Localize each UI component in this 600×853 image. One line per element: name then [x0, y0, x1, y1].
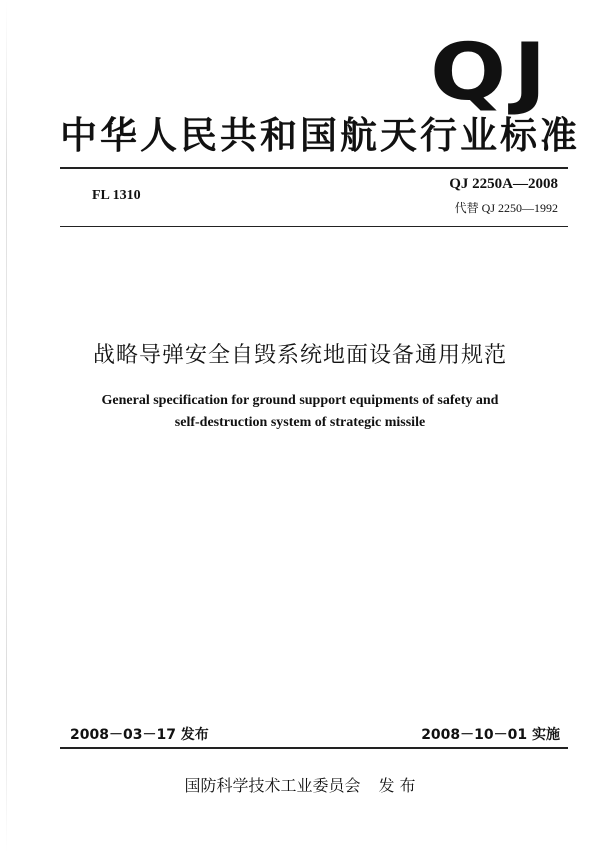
issue-date: 2008－03－17 发布 [70, 727, 209, 743]
publisher-name: 国防科学技术工业委员会 [184, 776, 361, 795]
implementation-date: 2008－10－01 实施 [421, 727, 560, 743]
publisher-line [0, 773, 600, 796]
qj-logo: QJ [430, 28, 554, 118]
replaces-note: 代替 QJ 2250—1992 [454, 201, 558, 215]
standard-number: QJ 2250A—2008 [449, 176, 558, 192]
document-title-english [0, 390, 600, 434]
publish-action: 发 布 [378, 776, 416, 795]
english-title-line-2: self-destruction system of strategic missile [174, 415, 426, 430]
middle-rule-divider [60, 226, 568, 227]
bottom-rule-divider [60, 747, 568, 749]
standard-category-title: 中华人民共和国航天行业标准 [60, 114, 580, 157]
document-title-chinese: 战略导弹安全自毁系统地面设备通用规范 [92, 343, 507, 368]
top-rule-divider [60, 167, 568, 169]
english-title-line-1: General specification for ground support equipments of safety and [101, 393, 499, 408]
classification-code: FL 1310 [92, 188, 141, 203]
